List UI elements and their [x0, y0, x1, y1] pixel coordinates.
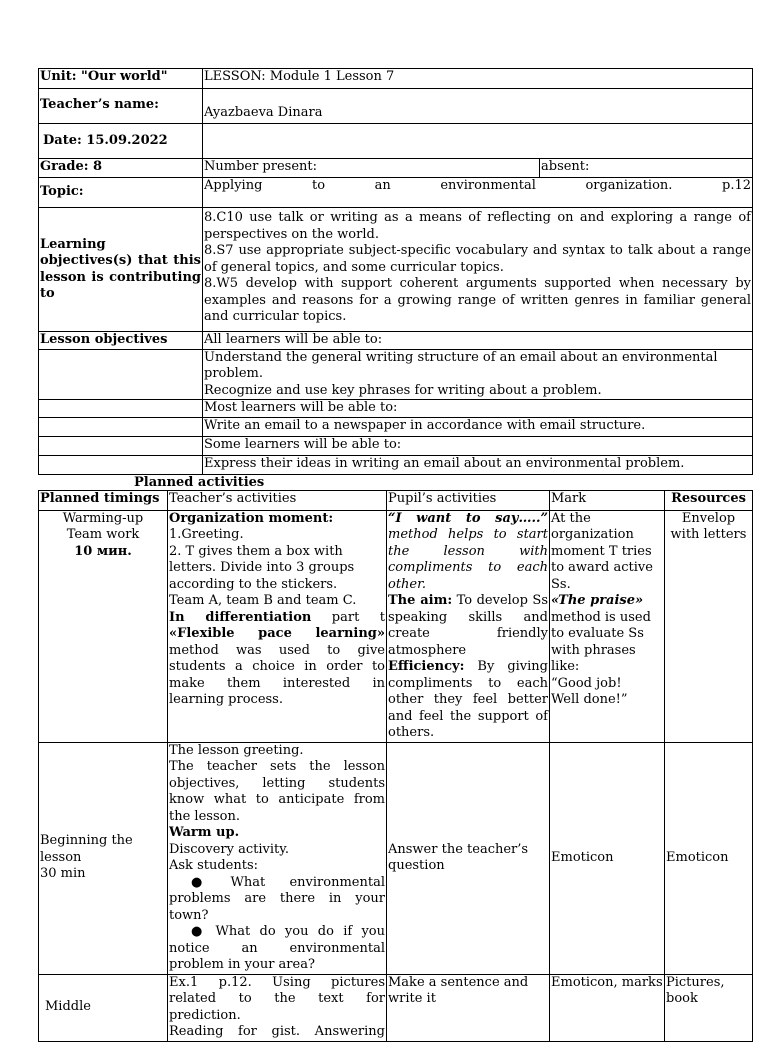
timing-line: Team work	[66, 527, 140, 542]
date-empty-cell	[203, 124, 753, 159]
topic-label: Topic:	[39, 178, 203, 208]
row2-pupil: Answer the teacher’s question	[387, 742, 550, 974]
row2-timing	[39, 742, 168, 974]
text-run: The aim:	[388, 593, 453, 608]
header-table	[38, 68, 753, 475]
pupil-line	[388, 659, 548, 742]
unit-cell: Unit: "Our world"	[39, 69, 203, 89]
grade-cell: Grade: 8	[39, 159, 203, 178]
row1-teacher	[168, 510, 387, 742]
row1-mark	[550, 510, 665, 742]
goal-line: Understand the general writing structure of an email about an environmental problem.	[204, 349, 718, 381]
row1-timing	[39, 510, 168, 742]
mark-line: “Good job!	[551, 675, 622, 691]
row1-resources: Envelop with letters	[665, 510, 753, 742]
teacher-line	[169, 924, 385, 974]
some-learners-goal: Express their ideas in writing an email about an environmental problem.	[203, 455, 753, 474]
text-run: To develop Ss speaking skills and create friendly atmosphere	[388, 593, 548, 658]
teacher-line: The lesson greeting.	[169, 742, 304, 758]
teacher-line	[169, 610, 385, 709]
goal-line: Recognize and use key phrases for writing about a problem.	[204, 382, 602, 398]
all-learners: All learners will be able to:	[203, 332, 753, 350]
timing-line: Warming-up	[62, 510, 144, 526]
teacher-line: Reading for gist. Answering	[169, 1024, 385, 1039]
row1-pupil	[387, 510, 550, 742]
pupil-line	[388, 511, 548, 594]
bullet-icon	[169, 924, 216, 939]
objectives-label: Learning objectives(s) that this lesson is contributing to	[39, 208, 203, 332]
most-learners-goal: Write an email to a newspaper in accordance with email structure.	[203, 417, 753, 436]
col-resources: Resources	[665, 490, 753, 510]
empty-cell	[39, 436, 203, 455]
text-run: In differentiation	[169, 609, 312, 625]
row3-timing: Middle	[39, 974, 168, 1041]
row3-pupil: Make a sentence and write it	[387, 974, 550, 1041]
teacher-line: Warm up.	[169, 825, 240, 840]
teacher-name: Ayazbaeva Dinara	[203, 89, 753, 124]
text-run: What do you do if you notice an environmental problem in your area?	[169, 924, 385, 972]
col-teacher: Teacher’s activities	[168, 490, 387, 510]
col-mark: Mark	[550, 490, 665, 510]
mark-line	[551, 593, 663, 676]
teacher-line	[169, 875, 385, 925]
text-run: “I want to say…..”	[388, 510, 548, 526]
text-run: «Flexible pace learning»	[169, 626, 385, 641]
planned-activities-title: Planned activities	[134, 474, 265, 490]
timing-line: 10 мин.	[74, 543, 132, 559]
text-run: part t	[311, 609, 385, 625]
row3-teacher	[168, 974, 387, 1041]
pupil-line	[388, 593, 548, 659]
teacher-line: Ex.1 p.12. Using pictures related to the text for prediction.	[169, 974, 385, 1023]
text-run: method helps to start the lesson with compliments to each other.	[388, 527, 548, 592]
teacher-line: Ask students:	[169, 858, 259, 873]
empty-cell	[39, 455, 203, 474]
mark-line: At the organization moment T tries to award active Ss.	[551, 510, 653, 592]
row2-teacher	[168, 742, 387, 974]
text-run: By giving compliments to each other they feel better and feel the support of others.	[388, 659, 548, 740]
text-run: Efficiency:	[388, 659, 465, 674]
empty-cell	[39, 349, 203, 400]
activities-table	[38, 490, 753, 1042]
text-run: method is used to evaluate Ss with phrases like:	[551, 609, 651, 674]
text-run: «The praise»	[551, 593, 644, 608]
col-timings: Planned timings	[39, 490, 168, 510]
all-learners-goals	[203, 349, 753, 400]
teacher-line: 2. T gives them a box with letters. Divide into 3 groups according to the stickers.	[169, 543, 355, 592]
teacher-line: Organization moment:	[169, 510, 334, 526]
objective-item: 8.S7 use appropriate subject-specific vocabulary and syntax to talk about a range of general topics, and some curricular topics.	[204, 243, 751, 275]
teacher-line: The teacher sets the lesson objectives, letting students know what to anticipate from the lesson.	[169, 759, 385, 824]
objective-item: 8.W5 develop with support coherent arguments supported when necessary by examples and reasons for a growing range of written genres in familiar general and curricular topics.	[204, 276, 751, 324]
teacher-label: Teacher’s name:	[39, 89, 203, 124]
empty-cell	[39, 400, 203, 418]
lesson-objectives-label: Lesson objectives	[39, 332, 203, 350]
text-run: What environmental problems are there in your town?	[169, 874, 385, 923]
row2-resources: Emoticon	[665, 742, 753, 974]
objective-item: 8.C10 use talk or writing as a means of reflecting on and exploring a range of perspectives on the world.	[204, 210, 751, 242]
most-learners: Most learners will be able to:	[203, 400, 753, 418]
row3-mark: Emoticon, marks	[550, 974, 665, 1041]
some-learners: Some learners will be able to:	[203, 436, 753, 455]
mark-line: Well done!”	[551, 692, 628, 707]
bullet-icon	[169, 875, 231, 890]
lesson-plan	[38, 68, 752, 1042]
timing-line: 30 min	[40, 866, 86, 882]
empty-cell	[39, 417, 203, 436]
row3-resources: Pictures, book	[665, 974, 753, 1041]
absent-cell: absent:	[540, 159, 753, 178]
objectives-cell	[203, 208, 753, 332]
teacher-line: 1.Greeting.	[169, 527, 244, 542]
timing-line: Beginning the lesson	[40, 833, 133, 865]
number-present-cell: Number present:	[203, 159, 540, 178]
teacher-line: Team A, team B and team C.	[169, 593, 357, 608]
row2-mark: Emoticon	[550, 742, 665, 974]
teacher-line: Discovery activity.	[169, 841, 289, 857]
topic-cell: Applying to an environmental organization. p.12	[203, 178, 753, 208]
lesson-cell: LESSON: Module 1 Lesson 7	[203, 69, 753, 89]
text-run: method was used to give students a choice in order to make them interested in learning process.	[169, 642, 385, 707]
col-pupil: Pupil’s activities	[387, 490, 550, 510]
date-cell: Date: 15.09.2022	[39, 124, 203, 159]
